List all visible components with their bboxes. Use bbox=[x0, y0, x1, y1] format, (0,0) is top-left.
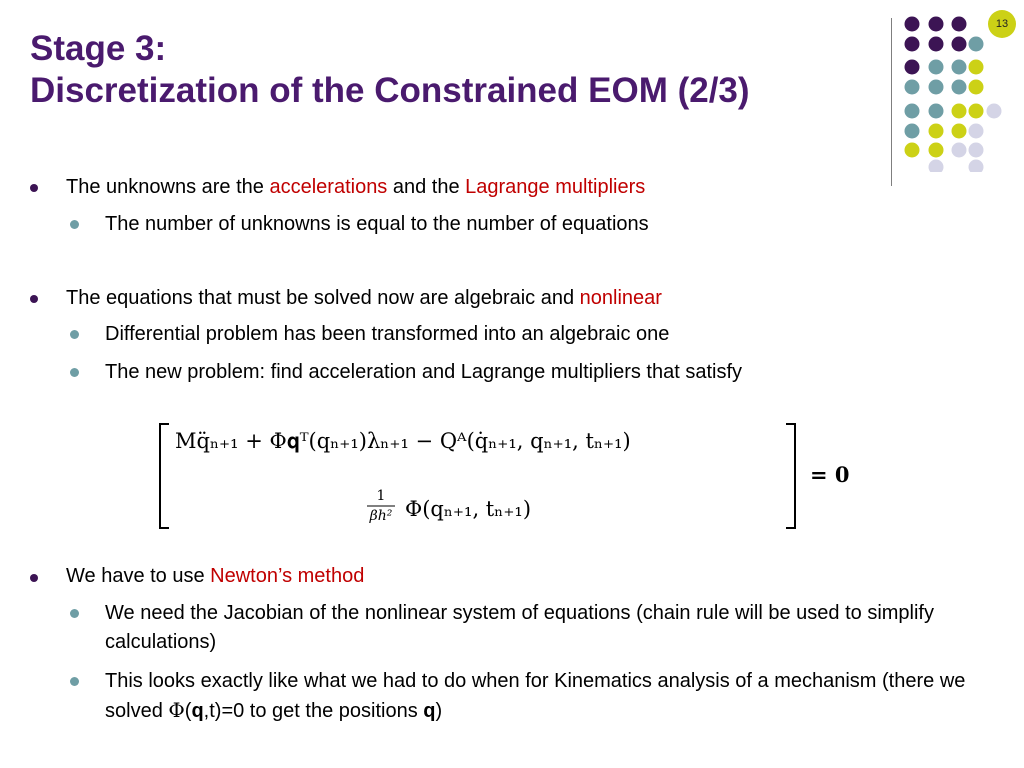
grid-dot bbox=[905, 37, 920, 52]
grid-dot bbox=[929, 160, 944, 173]
bullet-newton-method bbox=[66, 563, 966, 589]
bullet-marker bbox=[30, 295, 38, 303]
bullet-text: ( bbox=[184, 700, 192, 722]
bullet-text: The unknowns are the bbox=[66, 176, 270, 198]
bullet-text: ) bbox=[435, 700, 443, 722]
page-number-badge: 13 bbox=[988, 10, 1016, 38]
grid-dot bbox=[969, 37, 984, 52]
sub-bullet-unknowns-count: The number of unknowns is equal to the number of equations bbox=[105, 213, 649, 235]
title-divider bbox=[891, 18, 892, 186]
grid-dot bbox=[969, 124, 984, 139]
grid-dot bbox=[929, 37, 944, 52]
bold-q-symbol: q bbox=[191, 700, 204, 722]
grid-dot bbox=[969, 143, 984, 158]
equation-block bbox=[155, 422, 875, 532]
grid-dot bbox=[905, 104, 920, 119]
bullet-text: and the bbox=[387, 176, 466, 198]
bullet-text: ,t)=0 to get the positions bbox=[203, 700, 424, 722]
grid-dot bbox=[929, 17, 944, 32]
grid-dot bbox=[929, 124, 944, 139]
grid-dot bbox=[952, 80, 967, 95]
grid-dot bbox=[952, 37, 967, 52]
fraction-numerator: 1 bbox=[376, 488, 386, 504]
grid-dot bbox=[905, 60, 920, 75]
sub-bullet-marker bbox=[70, 368, 79, 377]
equation-row-2: Φ(qₙ₊₁, tₙ₊₁) bbox=[405, 497, 532, 521]
bullet-algebraic-equations bbox=[66, 285, 966, 311]
grid-dot bbox=[952, 143, 967, 158]
sub-bullet-differential-problem: Differential problem has been transformed into an algebraic one bbox=[105, 323, 670, 345]
bullet-text: The equations that must be solved now are algebraic and bbox=[66, 287, 580, 309]
grid-dot bbox=[969, 60, 984, 75]
decorative-dot-grid bbox=[904, 12, 1004, 172]
highlight-lagrange-multipliers: Lagrange multipliers bbox=[465, 176, 646, 198]
grid-dot bbox=[929, 80, 944, 95]
sub-bullet-marker bbox=[70, 220, 79, 229]
equation-rhs: = 0 bbox=[810, 462, 850, 487]
bold-q-symbol: q bbox=[423, 700, 436, 722]
grid-dot bbox=[905, 124, 920, 139]
sub-bullet-jacobian: We need the Jacobian of the nonlinear system of equations (chain rule will be used to simplify calculations) bbox=[105, 602, 934, 653]
highlight-newtons-method: Newton’s method bbox=[210, 565, 365, 587]
grid-dot bbox=[905, 17, 920, 32]
highlight-nonlinear: nonlinear bbox=[579, 287, 662, 309]
grid-dot bbox=[969, 160, 984, 173]
equation-row-1: Mq̈ₙ₊₁ + Φ𝐪ᵀ(qₙ₊₁)λₙ₊₁ − Qᴬ(q̇ₙ₊₁, qₙ₊₁, tₙ₊₁) bbox=[175, 429, 631, 453]
grid-dot bbox=[952, 17, 967, 32]
sub-bullet-marker bbox=[70, 677, 79, 686]
grid-dot bbox=[987, 104, 1002, 119]
bullet-text: This looks exactly like what we had to do when for Kinematics analysis of a mechanism (there we solved bbox=[105, 670, 966, 722]
grid-dot bbox=[952, 104, 967, 119]
grid-dot bbox=[929, 60, 944, 75]
title-line-1: Stage 3: bbox=[30, 29, 167, 68]
slide-title bbox=[30, 28, 870, 112]
grid-dot bbox=[952, 124, 967, 139]
bullet-unknowns bbox=[66, 174, 966, 200]
sub-bullet-kinematics bbox=[105, 667, 985, 726]
grid-dot bbox=[929, 104, 944, 119]
bullet-marker bbox=[30, 574, 38, 582]
grid-dot bbox=[905, 143, 920, 158]
grid-dot bbox=[969, 80, 984, 95]
grid-dot bbox=[905, 80, 920, 95]
grid-dot bbox=[929, 143, 944, 158]
grid-dot bbox=[969, 104, 984, 119]
sub-bullet-new-problem: The new problem: find acceleration and Lagrange multipliers that satisfy bbox=[105, 361, 743, 383]
bullet-text: We have to use bbox=[66, 565, 211, 587]
phi-symbol: Φ bbox=[168, 698, 185, 722]
sub-bullet-marker bbox=[70, 609, 79, 618]
title-line-2: Discretization of the Constrained EOM (2/3) bbox=[30, 71, 750, 110]
grid-dot bbox=[952, 60, 967, 75]
bullet-marker bbox=[30, 184, 38, 192]
highlight-accelerations: accelerations bbox=[269, 176, 388, 198]
fraction-denominator: βh² bbox=[369, 508, 393, 524]
sub-bullet-marker bbox=[70, 330, 79, 339]
